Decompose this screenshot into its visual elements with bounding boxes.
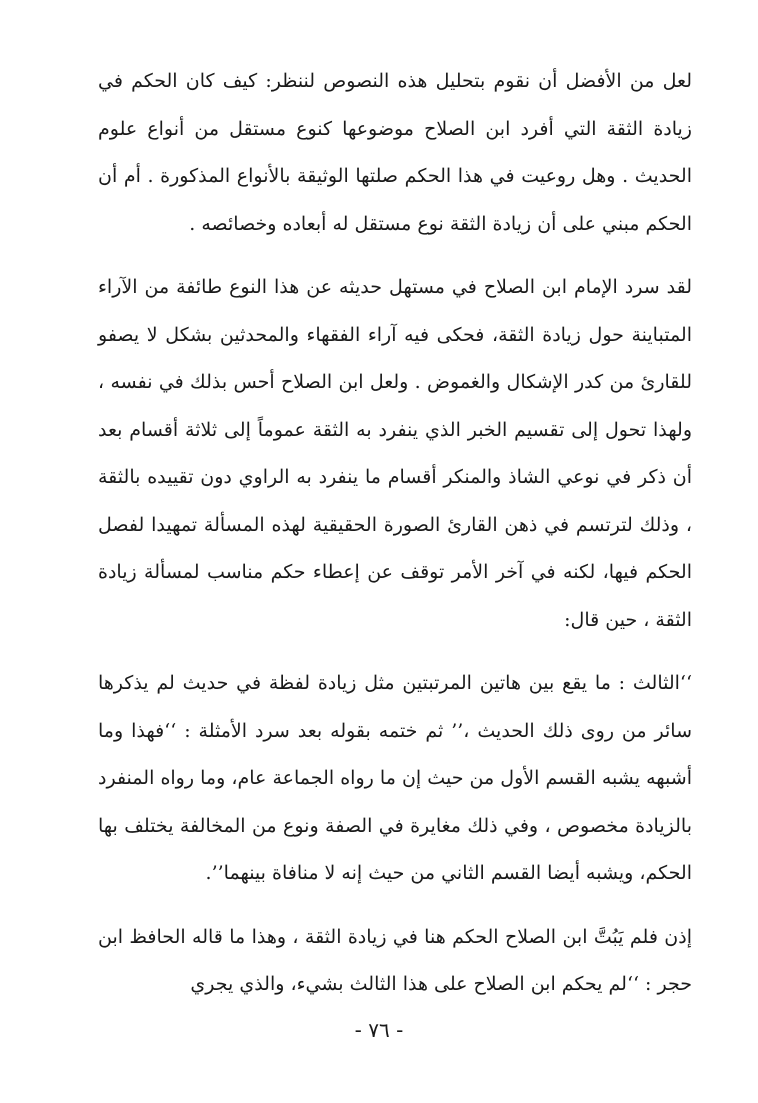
quotation-paragraph: ‘‘الثالث : ما يقع بين هاتين المرتبتين مثل زيادة لفظة في حديث لم يذكرها سائر من روى ذلك الحديث ،’’ ثم ختمه بقوله بعد سرد الأمثلة : ‘‘فهذا وما أشبهه يشبه القسم الأول من حيث إن ما رواه الجماعة عام، وما رواه المنفرد بالزيادة مخصوص ، وفي ذلك مغايرة في الصفة ونوع من المخالفة يختلف بها الحكم، ويشبه أيضا القسم الثاني من حيث إنه لا منافاة بينهما’’.	[98, 672, 692, 884]
paragraph-2: لقد سرد الإمام ابن الصلاح في مستهل حديثه عن هذا النوع طائفة من الآراء المتباينة حول زيادة الثقة، فحكى فيه آراء الفقهاء والمحدثين بشكل لا يصفو للقارئ من كدر الإشكال والغموض . ولعل ابن الصلاح أحس بذلك في نفسه ، ولهذا تحول إلى تقسيم الخبر الذي ينفرد به الثقة عموماً إلى ثلاثة أقسام بعد أن ذكر في نوعي الشاذ والمنكر أقسام ما ينفرد به الراوي دون تقييده بالثقة ، وذلك لترتسم في ذهن القارئ الصورة الحقيقية لهذه المسألة تمهيدا لفصل الحكم فيها، لكنه في آخر الأمر توقف عن إعطاء حكم مناسب لمسألة زيادة الثقة ، حين قال:	[98, 276, 692, 631]
page-number: - ٧٦ -	[354, 1018, 404, 1042]
paragraph-4: إذن فلم يَبُتَّ ابن الصلاح الحكم هنا في زيادة الثقة ، وهذا ما قاله الحافظ ابن حجر : ‘‘لم يحكم ابن الصلاح على هذا الثالث بشيء، والذي يجري	[98, 925, 692, 995]
body-text	[98, 58, 692, 1009]
paragraph-1: لعل من الأفضل أن نقوم بتحليل هذه النصوص لننظر: كيف كان الحكم في زيادة الثقة التي أفرد ابن الصلاح موضوعها كنوع مستقل من أنواع علوم الحديث . وهل روعيت في هذا الحكم صلتها الوثيقة بالأنواع المذكورة . أم أن الحكم مبني على أن زيادة الثقة نوع مستقل له أبعاده وخصائصه .	[98, 70, 692, 235]
